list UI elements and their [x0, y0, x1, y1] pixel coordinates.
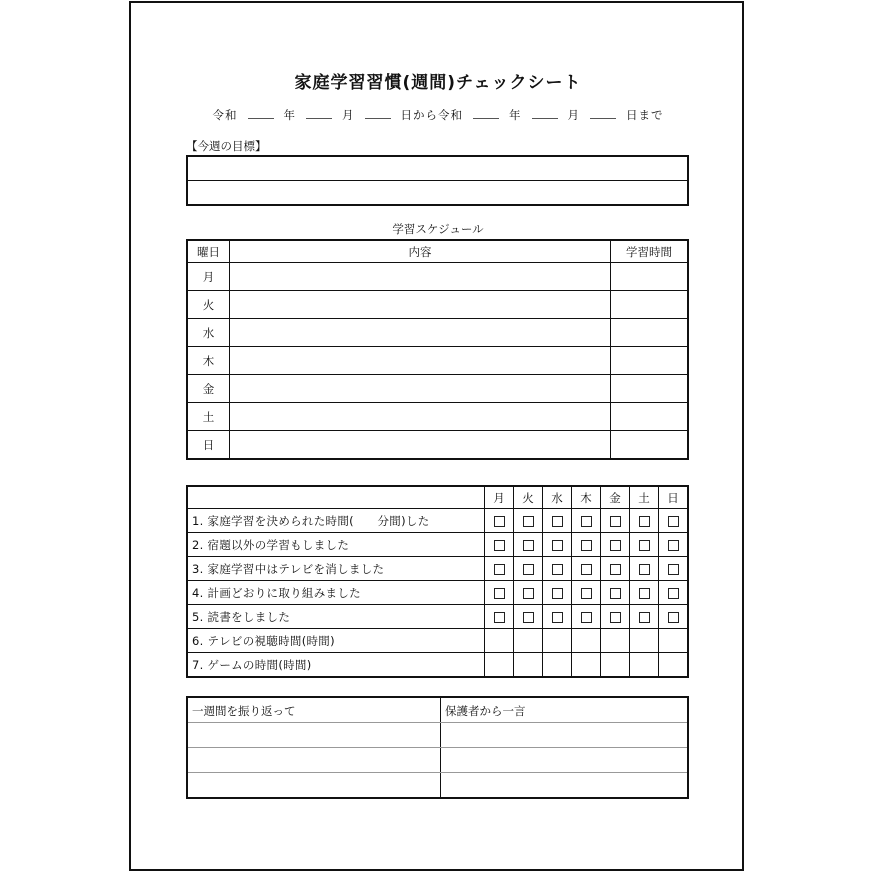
checkbox[interactable]	[523, 564, 534, 575]
checkbox[interactable]	[523, 516, 534, 527]
checkbox-cell	[543, 509, 572, 533]
checklist-blank-header	[187, 486, 485, 509]
checklist-item-label: 3. 家庭学習中はテレビを消しました	[187, 557, 485, 581]
checkbox-cell	[485, 557, 514, 581]
checklist-day-header: 月	[485, 486, 514, 509]
year-blank[interactable]	[248, 110, 274, 119]
entry-cell[interactable]	[572, 653, 601, 678]
entry-cell[interactable]	[514, 629, 543, 653]
page-title: 家庭学習習慣(週間)チェックシート	[294, 73, 582, 93]
content-cell[interactable]	[230, 347, 611, 375]
checkbox[interactable]	[552, 612, 563, 623]
checkbox-cell	[630, 605, 659, 629]
checkbox[interactable]	[552, 540, 563, 551]
day-cell: 金	[187, 375, 230, 403]
checkbox[interactable]	[523, 588, 534, 599]
parent-comment-line[interactable]	[441, 723, 689, 748]
time-cell[interactable]	[611, 375, 689, 403]
checkbox-cell	[514, 605, 543, 629]
entry-cell[interactable]	[485, 629, 514, 653]
checklist-day-header: 金	[601, 486, 630, 509]
checklist-row	[187, 653, 688, 678]
day-cell: 土	[187, 403, 230, 431]
entry-cell[interactable]	[630, 629, 659, 653]
goal-label: 【今週の目標】	[186, 139, 267, 153]
checkbox[interactable]	[581, 516, 592, 527]
month2-label: 月	[567, 108, 580, 122]
year2-blank[interactable]	[473, 110, 499, 119]
checklist-item-label: 4. 計画どおりに取り組みました	[187, 581, 485, 605]
checklist-row	[187, 533, 688, 557]
checkbox[interactable]	[581, 588, 592, 599]
checkbox-cell	[630, 533, 659, 557]
from-label: 日から令和	[400, 108, 463, 122]
day-blank[interactable]	[365, 110, 391, 119]
checkbox-cell	[601, 581, 630, 605]
checklist-day-header: 日	[659, 486, 689, 509]
entry-cell[interactable]	[543, 629, 572, 653]
checklist-row	[187, 557, 688, 581]
checkbox[interactable]	[668, 564, 679, 575]
checkbox[interactable]	[494, 588, 505, 599]
checkbox-cell	[485, 581, 514, 605]
checkbox[interactable]	[552, 564, 563, 575]
checkbox-cell	[543, 605, 572, 629]
year2-label: 年	[509, 108, 522, 122]
checkbox[interactable]	[639, 612, 650, 623]
checkbox-cell	[572, 509, 601, 533]
entry-cell[interactable]	[485, 653, 514, 678]
checkbox-cell	[630, 557, 659, 581]
checklist-day-header: 火	[514, 486, 543, 509]
entry-cell[interactable]	[572, 629, 601, 653]
checkbox-cell	[659, 533, 689, 557]
checkbox[interactable]	[610, 612, 621, 623]
schedule-title: 学習スケジュール	[392, 222, 484, 236]
schedule-table	[186, 239, 689, 460]
header-content: 内容	[230, 240, 611, 263]
entry-cell[interactable]	[659, 629, 689, 653]
content-cell[interactable]	[230, 263, 611, 291]
content-cell[interactable]	[230, 403, 611, 431]
checklist-row	[187, 605, 688, 629]
checklist-table	[186, 485, 689, 678]
day-cell: 日	[187, 431, 230, 460]
checkbox[interactable]	[494, 612, 505, 623]
checkbox-cell	[572, 557, 601, 581]
checkbox-cell	[601, 557, 630, 581]
checkbox[interactable]	[494, 540, 505, 551]
time-cell[interactable]	[611, 291, 689, 319]
checklist-item-label: 1. 家庭学習を決められた時間( 分間)した	[187, 509, 485, 533]
entry-cell[interactable]	[514, 653, 543, 678]
year-label: 年	[283, 108, 296, 122]
parent-comment-line[interactable]	[441, 748, 689, 773]
checkbox[interactable]	[552, 516, 563, 527]
checkbox[interactable]	[581, 564, 592, 575]
content-cell[interactable]	[230, 319, 611, 347]
checkbox-cell	[514, 557, 543, 581]
checkbox-cell	[485, 509, 514, 533]
day-cell: 木	[187, 347, 230, 375]
goal-line[interactable]	[187, 181, 688, 206]
checkbox-cell	[514, 509, 543, 533]
day-cell: 月	[187, 263, 230, 291]
day-cell: 火	[187, 291, 230, 319]
content-cell[interactable]	[230, 375, 611, 403]
reflection-line[interactable]	[187, 723, 441, 748]
month-label: 月	[342, 108, 355, 122]
checkbox[interactable]	[668, 516, 679, 527]
checkbox[interactable]	[639, 540, 650, 551]
reflection-line[interactable]	[187, 748, 441, 773]
time-cell[interactable]	[611, 319, 689, 347]
parent-comment-line[interactable]	[441, 773, 689, 799]
checkbox-cell	[543, 557, 572, 581]
checkbox-cell	[514, 533, 543, 557]
checklist-day-header: 木	[572, 486, 601, 509]
checklist-row	[187, 581, 688, 605]
checkbox[interactable]	[552, 588, 563, 599]
month-blank[interactable]	[306, 110, 332, 119]
goal-table	[186, 155, 689, 206]
entry-cell[interactable]	[630, 653, 659, 678]
goal-line[interactable]	[187, 156, 688, 181]
day2-blank[interactable]	[590, 110, 616, 119]
entry-cell[interactable]	[601, 629, 630, 653]
checkbox-cell	[543, 533, 572, 557]
checkbox-cell	[659, 581, 689, 605]
month2-blank[interactable]	[532, 110, 558, 119]
checkbox[interactable]	[610, 540, 621, 551]
checkbox[interactable]	[610, 516, 621, 527]
header-day: 曜日	[187, 240, 230, 263]
checkbox-cell	[572, 581, 601, 605]
checkbox[interactable]	[610, 588, 621, 599]
checkbox-cell	[630, 581, 659, 605]
checkbox[interactable]	[668, 588, 679, 599]
reflection-table	[186, 696, 689, 799]
time-cell[interactable]	[611, 347, 689, 375]
checkbox[interactable]	[581, 540, 592, 551]
time-cell[interactable]	[611, 263, 689, 291]
entry-cell[interactable]	[543, 653, 572, 678]
checkbox-cell	[485, 533, 514, 557]
time-cell[interactable]	[611, 431, 689, 460]
checkbox-cell	[485, 605, 514, 629]
checkbox[interactable]	[581, 612, 592, 623]
checkbox[interactable]	[610, 564, 621, 575]
checkbox[interactable]	[639, 588, 650, 599]
checklist-item-label: 7. ゲームの時間(時間)	[187, 653, 485, 678]
period-line	[0, 107, 876, 123]
checkbox-cell	[543, 581, 572, 605]
checkbox[interactable]	[523, 612, 534, 623]
checkbox-cell	[659, 509, 689, 533]
checklist-day-header: 土	[630, 486, 659, 509]
checkbox-cell	[572, 605, 601, 629]
checkbox[interactable]	[494, 516, 505, 527]
reflection-left-label: 一週間を振り返って	[187, 697, 441, 723]
checklist-item-label: 2. 宿題以外の学習もしました	[187, 533, 485, 557]
entry-cell[interactable]	[601, 653, 630, 678]
checkbox-cell	[630, 509, 659, 533]
checkbox-cell	[659, 605, 689, 629]
header-time: 学習時間	[611, 240, 689, 263]
checklist-day-header: 水	[543, 486, 572, 509]
checkbox-cell	[601, 533, 630, 557]
checkbox-cell	[514, 581, 543, 605]
checkbox[interactable]	[494, 564, 505, 575]
checklist-row	[187, 629, 688, 653]
content-cell[interactable]	[230, 431, 611, 460]
entry-cell[interactable]	[659, 653, 689, 678]
checkbox-cell	[572, 533, 601, 557]
period-prefix: 令和	[212, 108, 238, 122]
checklist-item-label: 5. 読書をしました	[187, 605, 485, 629]
day-cell: 水	[187, 319, 230, 347]
checkbox-cell	[659, 557, 689, 581]
checkbox[interactable]	[639, 564, 650, 575]
checkbox-cell	[601, 509, 630, 533]
content-cell[interactable]	[230, 291, 611, 319]
checkbox[interactable]	[668, 612, 679, 623]
checkbox-cell	[601, 605, 630, 629]
reflection-line[interactable]	[187, 773, 441, 799]
checkbox[interactable]	[523, 540, 534, 551]
checklist-item-label: 6. テレビの視聴時間(時間)	[187, 629, 485, 653]
checkbox[interactable]	[639, 516, 650, 527]
checklist-row	[187, 509, 688, 533]
until-label: 日まで	[626, 108, 664, 122]
reflection-right-label: 保護者から一言	[441, 697, 689, 723]
checkbox[interactable]	[668, 540, 679, 551]
time-cell[interactable]	[611, 403, 689, 431]
